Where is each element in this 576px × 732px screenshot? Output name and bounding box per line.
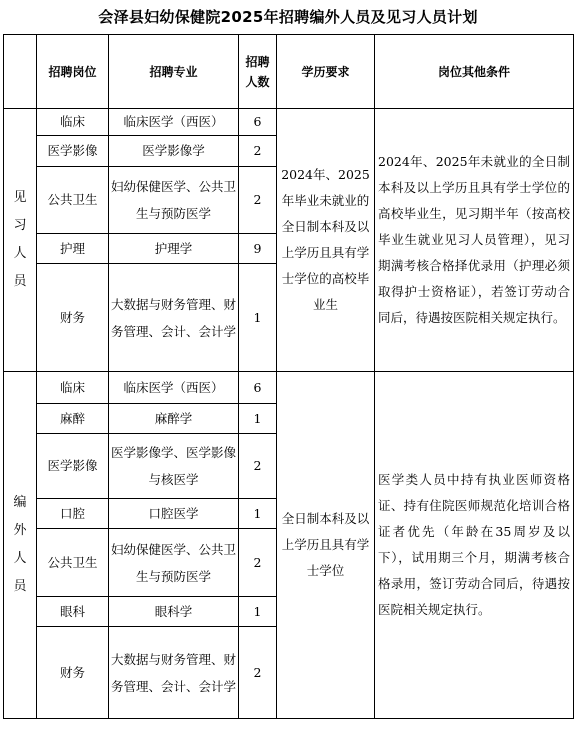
position-cell: 公共卫生 (37, 167, 109, 234)
group-label-trainee: 见 习 人 员 (4, 109, 37, 372)
major-cell: 医学影像学、医学影像与核医学 (109, 434, 239, 499)
table-row (4, 109, 574, 136)
header-major: 招聘专业 (109, 35, 239, 109)
count-cell: 1 (239, 404, 277, 434)
other-conditions-cell: 医学类人员中持有执业医师资格证、持有住院医师规范化培训合格证者优先（年龄在35周岁及以下），试用期三个月，期满考核合格录用，签订劳动合同后，待遇按医院相关规定执行。 (375, 372, 574, 719)
major-cell: 大数据与财务管理、财务管理、会计、会计学 (109, 627, 239, 719)
major-cell: 口腔医学 (109, 499, 239, 529)
count-cell: 2 (239, 529, 277, 597)
table-row (4, 372, 574, 404)
count-cell: 2 (239, 434, 277, 499)
header-count-line2: 人数 (245, 74, 270, 89)
position-cell: 临床 (37, 109, 109, 136)
major-cell: 麻醉学 (109, 404, 239, 434)
position-cell: 口腔 (37, 499, 109, 529)
major-cell: 医学影像学 (109, 136, 239, 167)
major-cell: 临床医学（西医） (109, 109, 239, 136)
position-cell: 医学影像 (37, 434, 109, 499)
position-cell: 医学影像 (37, 136, 109, 167)
group-label-contract: 编 外 人 员 (4, 372, 37, 719)
other-conditions-cell: 2024年、2025年未就业的全日制本科及以上学历且具有学士学位的高校毕业生，见习期半年（按高校毕业生就业见习人员管理），见习期满考核合格择优录用（护理必须取得护士资格证），若签订劳动合同后，待遇按医院相关规定执行。 (375, 109, 574, 372)
position-cell: 临床 (37, 372, 109, 404)
count-cell: 1 (239, 264, 277, 372)
position-cell: 财务 (37, 264, 109, 372)
position-cell: 公共卫生 (37, 529, 109, 597)
count-cell: 6 (239, 372, 277, 404)
major-cell: 妇幼保健医学、公共卫生与预防医学 (109, 529, 239, 597)
education-cell: 全日制本科及以上学历且具有学士学位 (277, 372, 375, 719)
position-cell: 麻醉 (37, 404, 109, 434)
header-row (4, 35, 574, 109)
count-cell: 2 (239, 167, 277, 234)
major-cell: 大数据与财务管理、财务管理、会计、会计学 (109, 264, 239, 372)
count-cell: 2 (239, 136, 277, 167)
count-cell: 1 (239, 597, 277, 627)
position-cell: 护理 (37, 234, 109, 264)
count-cell: 9 (239, 234, 277, 264)
header-other: 岗位其他条件 (375, 35, 574, 109)
header-count-line1: 招聘 (245, 54, 270, 69)
position-cell: 眼科 (37, 597, 109, 627)
header-blank (4, 35, 37, 109)
education-cell: 2024年、2025年毕业未就业的全日制本科及以上学历且具有学士学位的高校毕业生 (277, 109, 375, 372)
position-cell: 财务 (37, 627, 109, 719)
header-count (239, 35, 277, 109)
count-cell: 6 (239, 109, 277, 136)
major-cell: 妇幼保健医学、公共卫生与预防医学 (109, 167, 239, 234)
header-position: 招聘岗位 (37, 35, 109, 109)
page-title: 会泽县妇幼保健院2025年招聘编外人员及见习人员计划 (98, 8, 478, 26)
major-cell: 护理学 (109, 234, 239, 264)
count-cell: 2 (239, 627, 277, 719)
recruitment-table (3, 34, 574, 719)
count-cell: 1 (239, 499, 277, 529)
header-education: 学历要求 (277, 35, 375, 109)
major-cell: 眼科学 (109, 597, 239, 627)
major-cell: 临床医学（西医） (109, 372, 239, 404)
